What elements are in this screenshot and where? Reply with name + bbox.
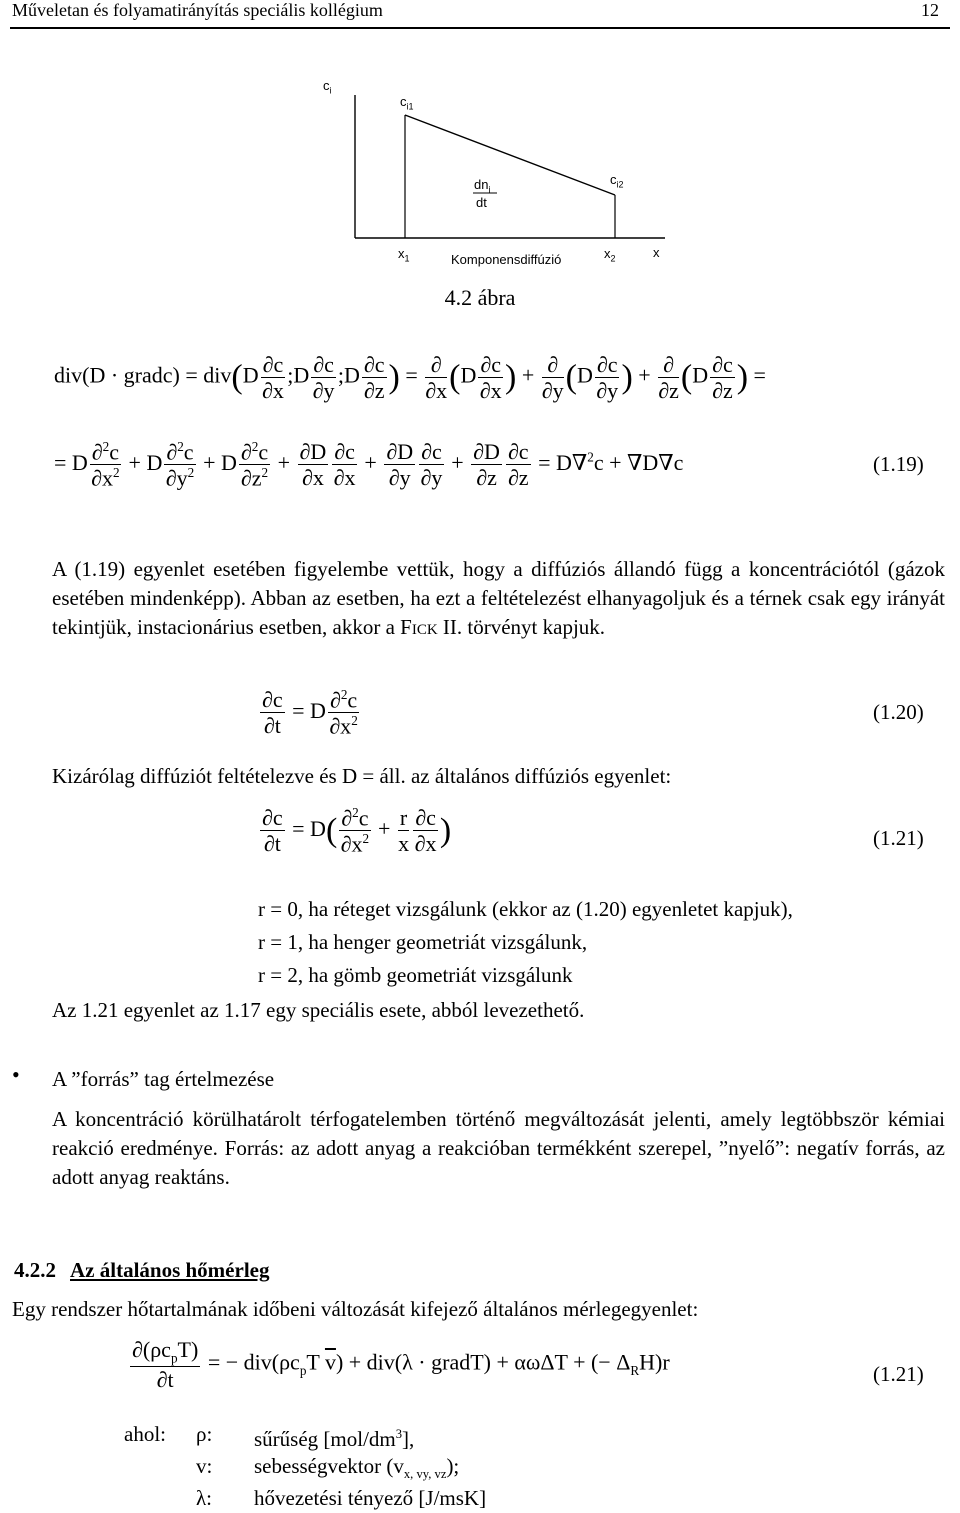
label-ci: $c_i$ [323,78,332,96]
label-ci1: $c_{i1}$ [400,94,414,112]
paragraph-fick: A (1.19) egyenlet esetében figyelembe vettük, hogy a diffúziós állandó függ a koncentrációtól (gázok esetében mindenképp). Abban az esetben, ha ezt a feltételezést elhanyagoljuk és a térnek csak egy irányát tekintjük, instacionárius esetben, akkor a Fick II. törvényt kapjuk. [52,557,945,639]
legend-sym-lambda: λ: [196,1486,213,1510]
figure-subtitle: Komponensdiffúzió [451,252,562,267]
r-case-0: r = 0, ha réteget vizsgálunk (ekkor az (1.20) egyenletet kapjuk), [258,897,793,921]
legend-desc-rho: sűrűség $[mol/dm^3]$, [254,1427,415,1451]
r-case-2: r = 2, ha gömb geometriát vizsgálunk [258,963,573,987]
line-az-121: Az 1.21 egyenlet az 1.17 egy speciális esete, abból levezethető. [52,998,585,1022]
label-x1: $x_1$ [398,246,410,264]
equation-number-1-19: (1.19) [873,452,924,476]
legend-sym-v: v: [196,1454,213,1478]
paragraph-forras: A koncentráció körülhatárolt térfogatelemben történő megváltozását jelenti, amely legtöbbször kémiai reakció eredménye. Forrás: az adott anyag a reakcióban termékként szerepel, ”nyelő”: negatív forrás, az adott anyag reaktáns. [52,1107,945,1189]
line-egy-rendszer: Egy rendszer hőtartalmának időbeni változását kifejező általános mérlegegyenlet: [12,1297,699,1321]
page-number: 12 [921,0,939,20]
equation-number-1-21a: (1.21) [873,826,924,850]
legend-desc-lambda: hővezetési tényező [J/msK] [254,1486,487,1510]
bullet-title: A ”forrás” tag értelmezése [52,1067,275,1091]
legend-ahol: ahol: [124,1422,166,1446]
equation-1-21-diffusion: $\frac{\partial c}{\partial t}$ = D( $\frac{\partial^2c}{\partial x^2}$ + $\frac{r}{x}$ $\frac{\partial c}{\partial x}$ ) [262,805,452,857]
label-x2: $x_2$ [604,246,616,264]
flux-denominator: dt [476,195,487,210]
header-title: Műveletan és folyamatirányítás speciális kollégium [12,0,383,20]
equation-1-19-line1: div(D · gradc) = div(D $\frac{\partial c}{\partial x}$ ;D $\frac{\partial c}{\partial y}$ ;D $\frac{\partial c}{\partial z}$ ) = $\frac{\partial}{\partial x}$ (D $\frac{\partial c}{\partial x}$ ) + $\frac{\partial}{\partial y}$ (D $\frac{\partial c}{\partial y}$ ) + $\frac{\partial}{\partial z}$ (D $\frac{\partial c}{\partial z}$ ) = [54,352,766,404]
section-heading: 4.2.2 Az általános hőmérleg [14,1258,270,1282]
equation-1-19-line2: = D $\frac{\partial^2c}{\partial x^2}$ + D $\frac{\partial^2c}{\partial y^2}$ + D $\frac{\partial^2c}{\partial z^2}$ + $\frac{\partial D}{\partial x}$ $\frac{\partial c}{\partial x}$ + $\frac{\partial D}{\partial y}$ $\frac{\partial c}{\partial y}$ + $\frac{\partial D}{\partial z}$ $\frac{\partial c}{\partial z}$ = D∇$^2$c + ∇D∇c [54,439,684,491]
flux-numerator: $dn_i$ [474,177,491,195]
r-case-1: r = 1, ha henger geometriát vizsgálunk, [258,930,588,954]
legend-desc-v: sebességvektor $(v_{x, vy, vz})$; [254,1454,460,1482]
equation-number-1-21b: (1.21) [873,1362,924,1386]
figure-caption: 4.2 ábra [444,285,516,310]
equation-1-21-heat: $\frac{\partial(\rho c_pT)}{\partial t}$ = − $div(\rho c_pT$ $\overline{v}) + div(\lambda$ · gradT) + αωΔT + (− $\Delta_RH)r$ [132,1337,670,1393]
diffusion-figure-graphic [0,0,960,280]
label-x: x [653,245,660,260]
equation-number-1-20: (1.20) [873,700,924,724]
concentration-line [405,115,615,195]
equation-1-20: $\frac{\partial c}{\partial t}$ = D $\frac{\partial^2c}{\partial x^2}$ [262,687,358,739]
line-kizarolag: Kizárólag diffúziót feltételezve és D = áll. az általános diffúziós egyenlet: [52,764,672,788]
label-ci2: $c_{i2}$ [610,172,624,190]
bullet-dot: • [12,1062,20,1087]
legend-sym-rho: ρ: [196,1422,213,1446]
